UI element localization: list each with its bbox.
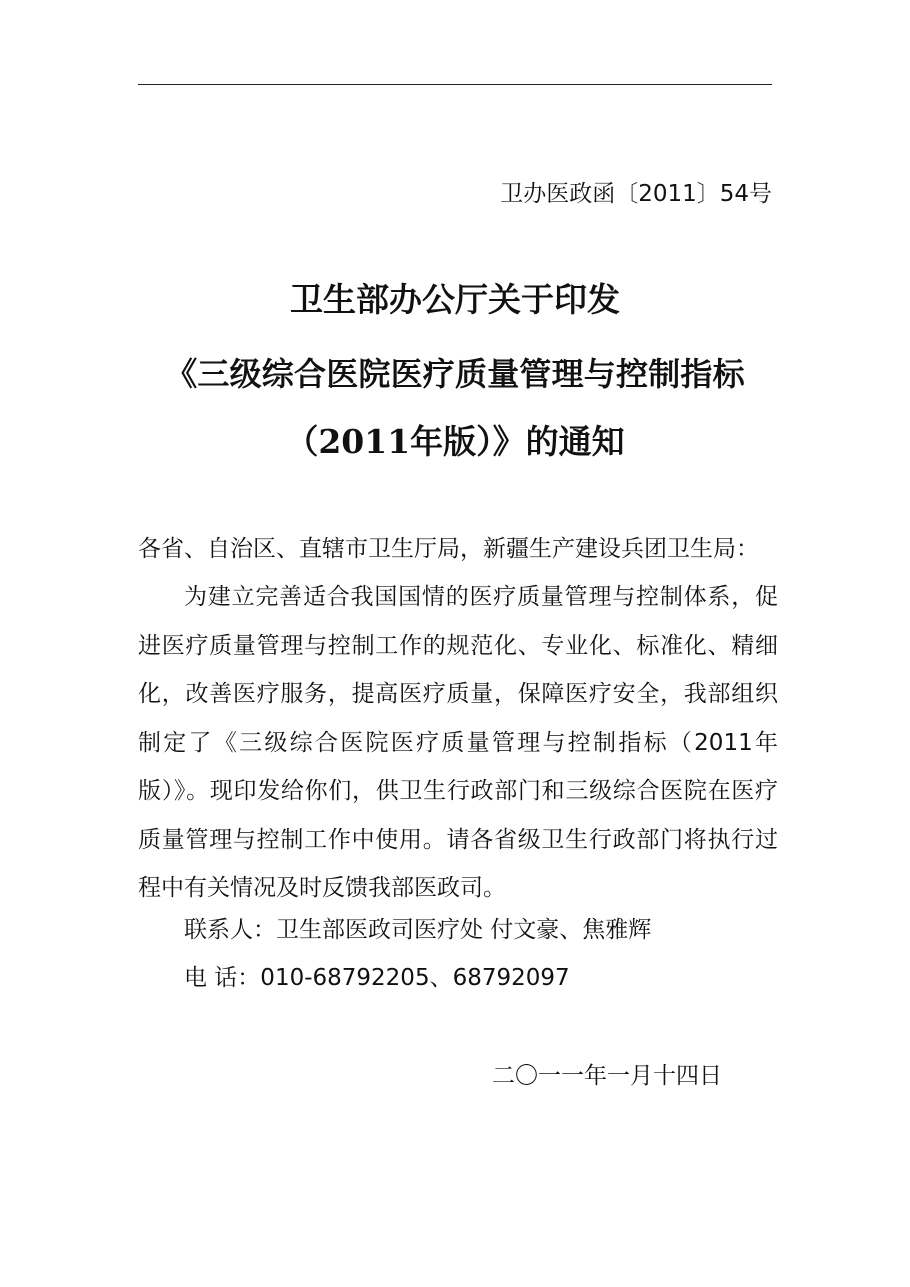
title-line-2: 《三级综合医院医疗质量管理与控制指标 xyxy=(165,355,745,393)
salutation: 各省、自治区、直辖市卫生厅局，新疆生产建设兵团卫生局： xyxy=(138,536,759,562)
document-number: 卫办医政函〔2011〕54号 xyxy=(500,181,772,207)
contact-person: 联系人：卫生部医政司医疗处 付文豪、焦雅辉 xyxy=(184,917,652,943)
issue-date: 二〇一一年一月十四日 xyxy=(492,1063,722,1089)
title-line-3: （2011年版）》的通知 xyxy=(285,422,625,461)
title-line-1: 卫生部办公厅关于印发 xyxy=(290,280,620,319)
contact-phone: 电 话：010-68792205、68792097 xyxy=(184,965,570,991)
body-paragraph: 为建立完善适合我国国情的医疗质量管理与控制体系，促进医疗质量管理与控制工作的规范化、专业化、标准化、精细化，改善医疗服务，提高医疗质量，保障医疗安全，我部组织制定了《三级综合医院医疗质量管理与控制指标（2011年版）》。现印发给你们，供卫生行政部门和三级综合医院在医疗质量管理与控制工作中使用。请各省级卫生行政部门将执行过程中有关情况及时反馈我部医政司。 xyxy=(138,584,778,901)
header-rule xyxy=(138,84,772,85)
